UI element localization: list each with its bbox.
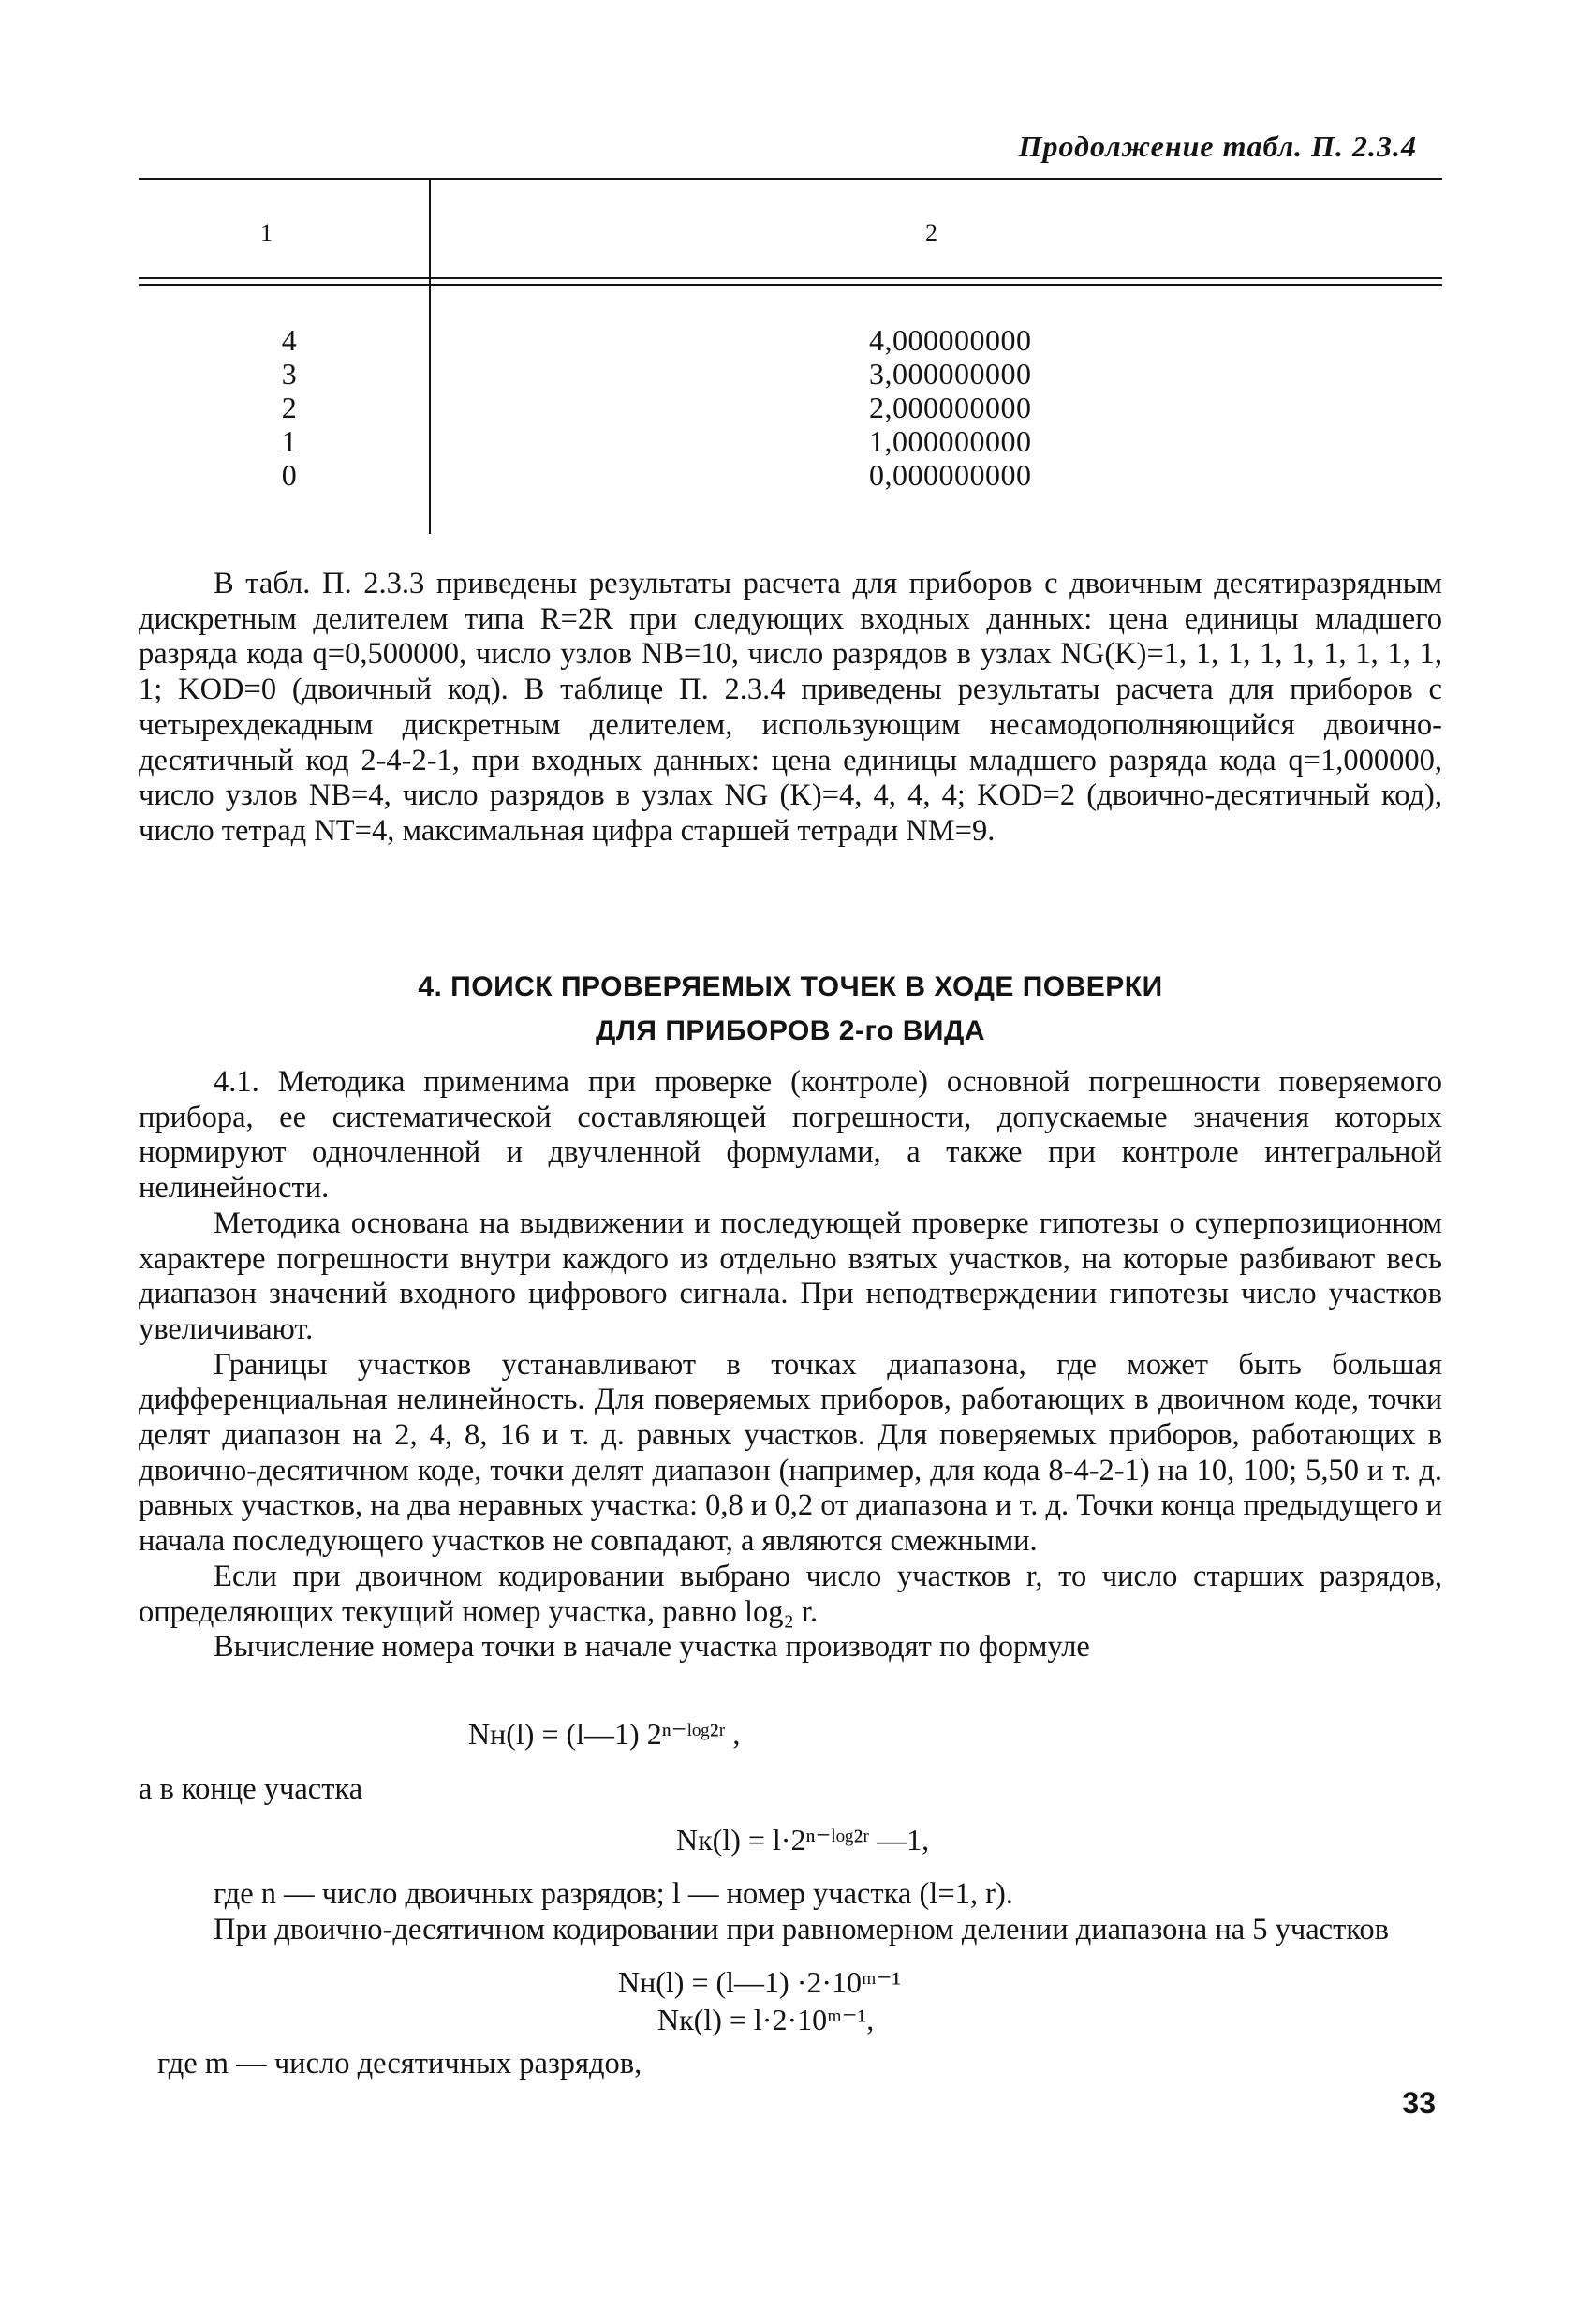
formula-start-point: Nн(l) = (l—1) 2ⁿ⁻ˡᵒᵍ²ʳ , xyxy=(468,1717,741,1751)
where-text-2 xyxy=(139,2047,1442,2082)
formula-decimal-start: Nн(l) = (l—1) ·2·10ᵐ⁻¹ xyxy=(618,1965,902,1999)
formula-decimal-end: Nк(l) = l·2·10ᵐ⁻¹, xyxy=(657,2003,875,2036)
table-column-2 xyxy=(869,323,1075,492)
section-heading xyxy=(139,965,1442,1053)
table-cell: 4,000000000 xyxy=(869,323,1032,357)
table-header-rule xyxy=(139,277,1442,279)
table-cell: 0 xyxy=(281,458,298,492)
table-cell: 3 xyxy=(281,357,298,391)
section-heading-line-1: 4. ПОИСК ПРОВЕРЯЕМЫХ ТОЧЕК В ХОДЕ ПОВЕРКИ xyxy=(418,971,1163,1002)
paragraph: 4.1. Методика применима при проверке (контроле) основной погрешности поверяемого прибора, ее систематической составляющей погрешности, допускаемые значения которых нормируют одночленной и двучленной формулами, а также при контроле интегральной нелинейности. xyxy=(139,1065,1442,1206)
table-cell: 2 xyxy=(281,391,298,424)
table-cell: 2,000000000 xyxy=(869,391,1032,424)
page-number: 33 xyxy=(1402,2086,1436,2120)
table-cell: 3,000000000 xyxy=(869,357,1032,391)
paragraph: где m — число десятичных разрядов, xyxy=(157,2047,642,2080)
paragraph: При двоично-десятичном кодировании при равномерном делении диапазона на 5 участков xyxy=(214,1912,1390,1947)
table-column-divider xyxy=(429,178,431,534)
table-header-col-1: 1 xyxy=(260,219,273,246)
section-body xyxy=(139,1065,1442,1665)
table-top-rule xyxy=(139,178,1442,180)
table-continuation-title: Продолжение табл. П. 2.3.4 xyxy=(1018,129,1417,163)
paragraph: где n — число двоичных разрядов; l — номер участка (l=1, r). xyxy=(214,1877,1013,1911)
paragraph: Вычисление номера точки в начале участка производят по формуле xyxy=(214,1630,1090,1665)
table-cell: 1,000000000 xyxy=(869,424,1032,458)
table-cell: 1 xyxy=(281,424,298,458)
table-header-rule-2 xyxy=(139,284,1442,286)
paragraph: Методика основана на выдвижении и последующей проверке гипотезы о суперпозиционном характере погрешности внутри каждого из отдельно взятых участков, на которые разбивают весь диапазон значений входного цифрового сигнала. При неподтверждении гипотезы число участков увеличивают. xyxy=(139,1206,1442,1346)
values-table xyxy=(139,178,1442,543)
table-column-1 xyxy=(277,323,302,492)
where-text-block xyxy=(139,1877,1442,1947)
table-header-col-2: 2 xyxy=(925,219,937,246)
paragraph: Границы участков устанавливают в точках диапазона, где может быть большая дифференциальная нелинейность. Для поверяемых приборов, работающих в двоичном коде, точки делят диапазон на 2, 4, 8, 16 и т. д. равных участков. Для поверяемых приборов, работающих в двоично-десятичном коде, точки делят диапазон (например, для кода 8-4-2-1) на 10, 100; 5,50 и т. д. равных участков, на два неравных участка: 0,8 и 0,2 от диапазона и т. д. Точки конца предыдущего и начала последующего участков не совпадают, а являются смежными. xyxy=(139,1347,1442,1559)
intro-paragraph-block xyxy=(139,567,1442,850)
section-heading-line-2: ДЛЯ ПРИБОРОВ 2-го ВИДА xyxy=(596,1015,985,1046)
paragraph: Если при двоичном кодировании выбрано число участков r, то число старших разрядов, определяющих текущий номер участка, равно log₂ r. xyxy=(139,1559,1442,1629)
paragraph: а в конце участка xyxy=(139,1772,363,1806)
paragraph: В табл. П. 2.3.3 приведены результаты расчета для приборов с двоичным десятиразрядным дискретным делителем типа R=2R при следующих входных данных: цена единицы младшего разряда кода q=0,500000, число узлов NB=10, число разрядов в узлах NG(K)=1, 1, 1, 1, 1, 1, 1, 1, 1, 1; KOD=0 (двоичный код). В таблице П. 2.3.4 приведены результаты расчета для приборов с четырехдекадным дискретным делителем, использующим несамодополняющийся двоично-десятичный код 2-4-2-1, при входных данных: цена единицы младшего разряда кода q=1,000000, число узлов NB=4, число разрядов в узлах NG (K)=4, 4, 4, 4; KOD=2 (двоично-десятичный код), число тетрад NT=4, максимальная цифра старшей тетради NM=9. xyxy=(139,567,1442,848)
text-line xyxy=(139,1772,1442,1808)
formula-end-point: Nк(l) = l·2ⁿ⁻ˡᵒᵍ²ʳ —1, xyxy=(676,1823,930,1857)
table-cell: 0,000000000 xyxy=(869,458,1032,492)
table-cell: 4 xyxy=(281,323,298,357)
